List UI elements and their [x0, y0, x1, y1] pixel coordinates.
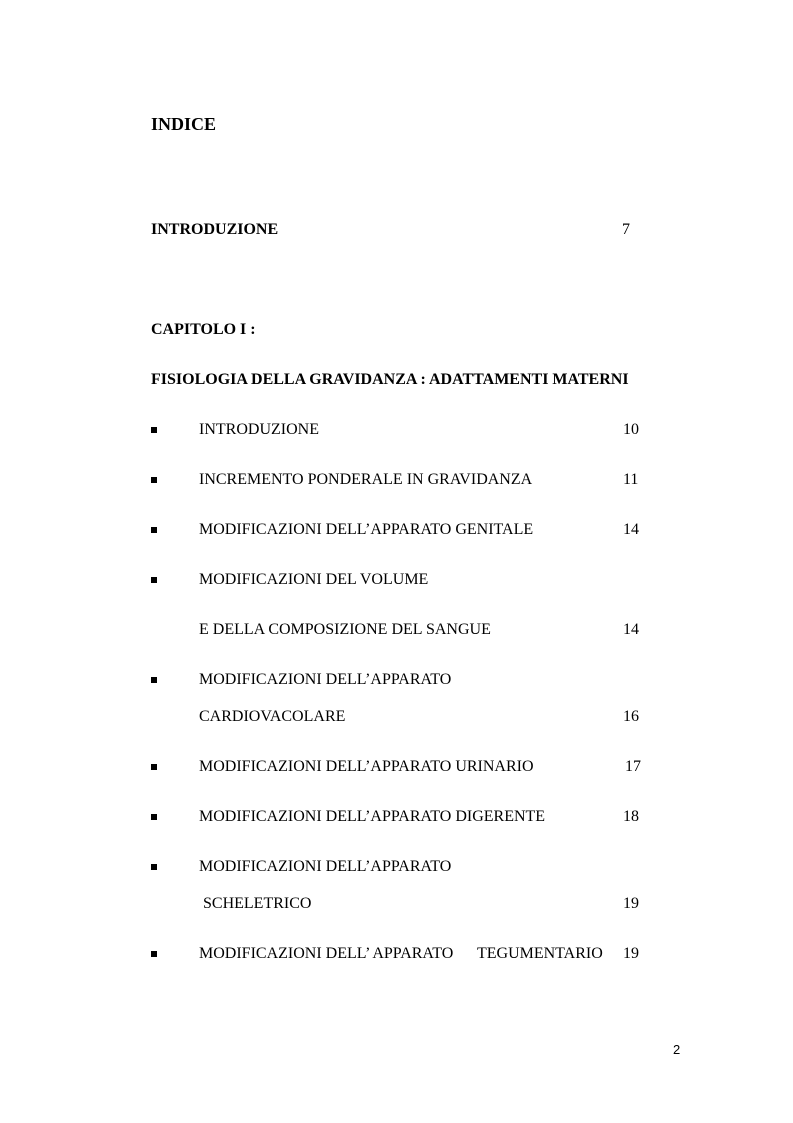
bullet-icon — [151, 764, 157, 770]
bullet-icon — [151, 577, 157, 583]
toc-entry-page: 19 — [623, 945, 639, 962]
bullet-icon — [151, 477, 157, 483]
toc-entry-page: 14 — [623, 521, 639, 538]
bullet-icon — [151, 527, 157, 533]
page-number: 2 — [673, 1042, 681, 1057]
toc-entry-page: 14 — [623, 621, 639, 638]
toc-entry-page: 18 — [623, 808, 639, 825]
toc-entry-label-continued: CARDIOVACOLARE — [199, 708, 346, 725]
toc-entry-page: 16 — [623, 708, 639, 725]
toc-entry-label: INCREMENTO PONDERALE IN GRAVIDANZA — [199, 471, 533, 488]
bullet-icon — [151, 427, 157, 433]
toc-entry-label: MODIFICAZIONI DELL’APPARATO URINARIO — [199, 758, 534, 775]
toc-entry-label-continued: E DELLA COMPOSIZIONE DEL SANGUE — [199, 621, 491, 638]
toc-entry-page: 19 — [623, 895, 639, 912]
toc-entry-label: MODIFICAZIONI DEL VOLUME — [199, 571, 429, 588]
toc-title: INDICE — [151, 114, 217, 134]
toc-entry-label: MODIFICAZIONI DELL’APPARATO — [199, 858, 452, 875]
toc-entry-page: 17 — [625, 758, 641, 775]
bullet-icon — [151, 814, 157, 820]
bullet-icon — [151, 951, 157, 957]
toc-entry-label: INTRODUZIONE — [199, 421, 319, 438]
bullet-icon — [151, 677, 157, 683]
toc-entry-page: 11 — [623, 471, 639, 488]
toc-entry-label: MODIFICAZIONI DELL’APPARATO DIGERENTE — [199, 808, 546, 825]
chapter-heading: FISIOLOGIA DELLA GRAVIDANZA : ADATTAMENTI MATERNI — [151, 371, 629, 388]
chapter-label: CAPITOLO I : — [151, 321, 256, 338]
toc-entry-page: 10 — [623, 421, 639, 438]
toc-entry-label: MODIFICAZIONI DELL’ APPARATO TEGUMENTARIO — [199, 945, 603, 962]
bullet-icon — [151, 864, 157, 870]
toc-introduction-label: INTRODUZIONE — [151, 221, 279, 238]
toc-entry-label: MODIFICAZIONI DELL’APPARATO — [199, 671, 452, 688]
toc-introduction-page: 7 — [622, 221, 630, 238]
toc-entry-label: MODIFICAZIONI DELL’APPARATO GENITALE — [199, 521, 534, 538]
toc-entry-label-continued: SCHELETRICO — [199, 895, 312, 912]
